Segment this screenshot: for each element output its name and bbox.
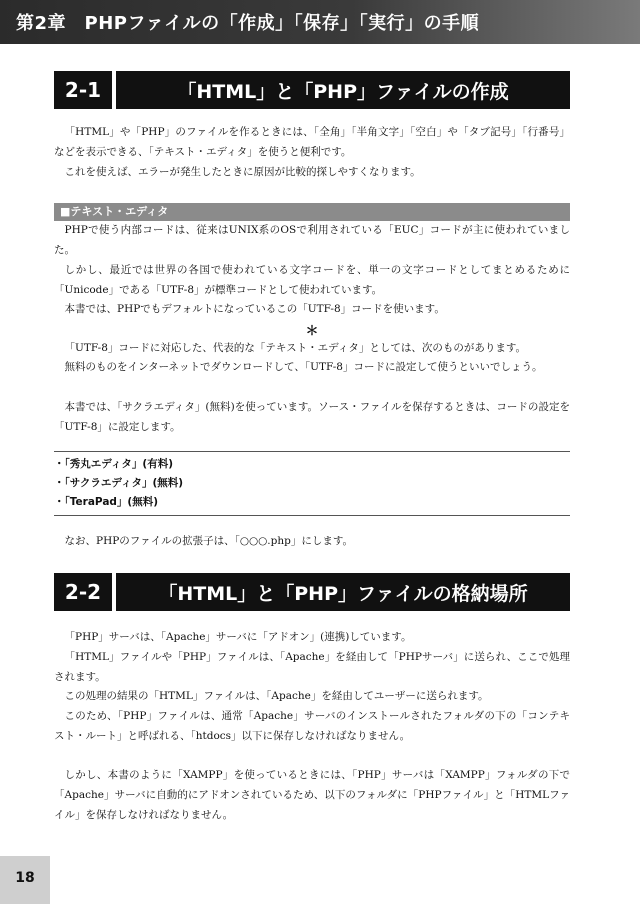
chapter-header-bar bbox=[0, 0, 640, 44]
section-number: 2-2 bbox=[54, 573, 112, 611]
paragraph: 本書では、PHPでもデフォルトになっているこの「UTF-8」コードを使います。 bbox=[64, 303, 445, 315]
paragraph: PHPで使う内部コードは、従来はUNIX系のOSで利用されている「EUC」コードが主に使われていました。 bbox=[54, 224, 570, 256]
section-heading-2-1 bbox=[54, 71, 570, 109]
page-number-box bbox=[0, 856, 50, 904]
paragraph: 無料のものをインターネットでダウンロードして、「UTF-8」コードに設定して使うといいでしょう。 bbox=[64, 361, 543, 373]
section-title: 「HTML」と「PHP」ファイルの作成 bbox=[116, 71, 570, 109]
section-heading-2-2 bbox=[54, 573, 570, 611]
paragraph: 本書では、「サクラエディタ」(無料)を使っています。ソース・ファイルを保存するときは、コードの設定を「UTF-8」に設定します。 bbox=[54, 401, 570, 433]
paragraph: 「HTML」や「PHP」のファイルを作るときには、「全角」「半角文字」「空白」や「タブ記号」「行番号」などを表示できる、「テキスト・エディタ」を使うと便利です。 bbox=[54, 126, 570, 158]
subheading-text-editor: ■テキスト・エディタ bbox=[54, 203, 570, 221]
paragraph: 「UTF-8」コードに対応した、代表的な「テキスト・エディタ」としては、次のものがあります。 bbox=[64, 342, 527, 354]
chapter-title: 第2章 PHPファイルの「作成」「保存」「実行」の手順 bbox=[16, 13, 480, 34]
list-item: ・「TeraPad」(無料) bbox=[54, 496, 159, 508]
paragraph: このため、「PHP」ファイルは、通常「Apache」サーバのインストールされたフォルダの下の「コンテキスト・ルート」と呼ばれる、「htdocs」以下に保存しなければなりません。 bbox=[54, 710, 570, 742]
page-number: 18 bbox=[15, 870, 35, 886]
list-item: ・「サクラエディタ」(無料) bbox=[54, 477, 184, 489]
separator-asterisk: ＊ bbox=[305, 324, 319, 339]
editor-list bbox=[54, 451, 570, 516]
paragraph: なお、PHPのファイルの拡張子は、「○○○.php」にします。 bbox=[64, 535, 354, 547]
paragraph: 「PHP」サーバは、「Apache」サーバに「アドオン」(連携)しています。 bbox=[64, 631, 412, 643]
section-number: 2-1 bbox=[54, 71, 112, 109]
paragraph: この処理の結果の「HTML」ファイルは、「Apache」を経由してユーザーに送られます。 bbox=[64, 690, 489, 702]
paragraph: しかし、本書のように「XAMPP」を使っているときには、「PHP」サーバは「XAMPP」フォルダの下で「Apache」サーバに自動的にアドオンされているため、以下のフォルダに「PHPファイル」と「HTMLファイル」を保存しなければなりません。 bbox=[54, 769, 570, 821]
section-title: 「HTML」と「PHP」ファイルの格納場所 bbox=[116, 573, 570, 611]
paragraph: しかし、最近では世界の各国で使われている文字コードを、単一の文字コードとしてまとめるために「Unicode」である「UTF-8」が標準コードとして使われています。 bbox=[54, 264, 570, 296]
paragraph: これを使えば、エラーが発生したときに原因が比較的探しやすくなります。 bbox=[64, 166, 421, 178]
list-item: ・「秀丸エディタ」(有料) bbox=[54, 458, 174, 470]
paragraph: 「HTML」ファイルや「PHP」ファイルは、「Apache」を経由して「PHPサーバ」に送られ、ここで処理されます。 bbox=[54, 651, 570, 683]
